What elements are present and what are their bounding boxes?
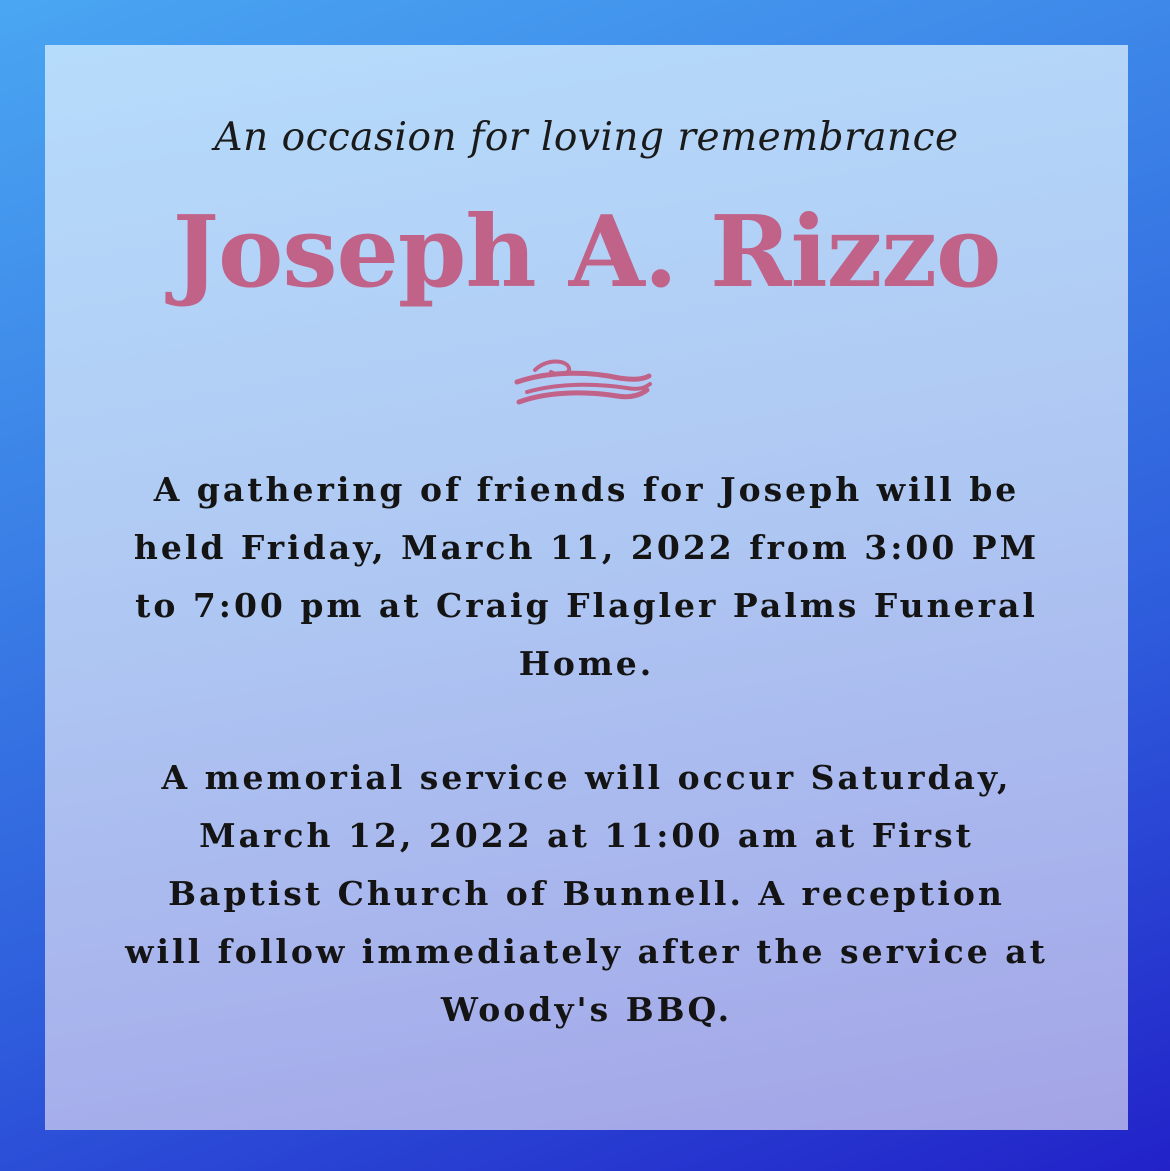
announcement-subtitle: An occasion for loving remembrance xyxy=(214,115,959,160)
announcement-card xyxy=(45,45,1128,1130)
wave-flourish-icon xyxy=(507,350,657,410)
honoree-name: Joseph A. Rizzo xyxy=(172,195,1001,310)
memorial-service-paragraph: A memorial service will occur Saturday, March 12, 2022 at 11:00 am at First Baptist Church of Bunnell. A reception will follow immediately after the service at Woody's BBQ. xyxy=(125,758,1048,1029)
gathering-paragraph: A gathering of friends for Joseph will be held Friday, March 11, 2022 from 3:00 PM to 7:00 pm at Craig Flagler Palms Funeral Home. xyxy=(133,470,1040,683)
